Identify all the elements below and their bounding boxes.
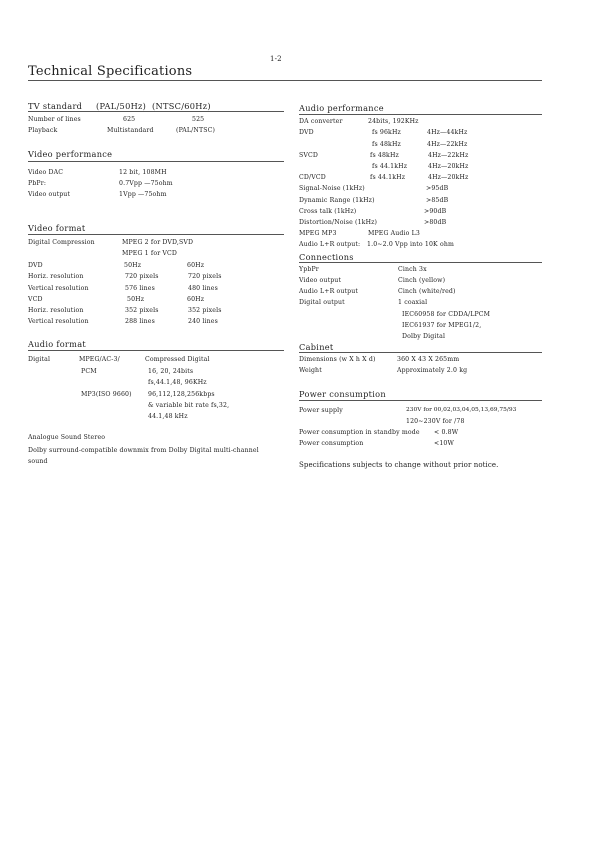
cabinet-heading: Cabinet bbox=[299, 342, 334, 352]
spec-value: IEC61937 for MPEG1/2, bbox=[402, 322, 482, 329]
spec-value: 352 pixels bbox=[125, 307, 159, 314]
spec-value: MPEG Audio L3 bbox=[368, 230, 421, 237]
power-heading: Power consumption bbox=[299, 389, 386, 399]
spec-value: fs 44.1kHz bbox=[370, 174, 406, 181]
video-format-heading: Video format bbox=[28, 223, 86, 233]
connections-heading: Connections bbox=[299, 252, 354, 262]
spec-value: 96,112,128,256kbps bbox=[148, 391, 215, 398]
lines-ntsc-value: 525 bbox=[192, 116, 205, 123]
spec-label: Video DAC bbox=[28, 169, 64, 176]
spec-value: 4Hz—20kHz bbox=[428, 163, 469, 170]
spec-value: >80dB bbox=[424, 219, 447, 226]
spec-value: 60Hz bbox=[187, 296, 205, 303]
spec-value: 4Hz—20kHz bbox=[428, 174, 469, 181]
spec-label: Weight bbox=[299, 367, 322, 374]
tv-pal-header: (PAL/50Hz) bbox=[96, 101, 147, 111]
spec-value: 1Vpp —75ohm bbox=[119, 191, 167, 198]
spec-label: CD/VCD bbox=[299, 174, 326, 181]
spec-value: MPEG 1 for VCD bbox=[122, 250, 178, 257]
spec-value: 12 bit, 108MH bbox=[119, 169, 167, 176]
spec-label: Horiz. resolution bbox=[28, 273, 84, 280]
playback-label: Playback bbox=[28, 127, 58, 134]
tv-ntsc-header: (NTSC/60Hz) bbox=[152, 101, 211, 111]
spec-value: Cinch (white/red) bbox=[398, 288, 456, 295]
spec-value: 44.1,48 kHz bbox=[148, 413, 188, 420]
spec-label: Video output bbox=[299, 277, 342, 284]
spec-value: fs 48kHz bbox=[370, 152, 399, 159]
spec-label: Vertical resolution bbox=[28, 318, 89, 325]
spec-value: MPEG/AC-3/ bbox=[79, 356, 120, 363]
spec-label: PbPr: bbox=[28, 180, 47, 187]
spec-label: MPEG MP3 bbox=[299, 230, 337, 237]
consumption-label: Power consumption bbox=[299, 440, 364, 447]
spec-value: 4Hz—22kHz bbox=[427, 141, 468, 148]
spec-value: 24bits, 192KHz bbox=[368, 118, 419, 125]
spec-value: 1.0~2.0 Vpp into 10K ohm bbox=[367, 241, 454, 248]
tv-standard-divider bbox=[28, 111, 284, 112]
page-number: 1-2 bbox=[270, 55, 282, 63]
spec-value: fs 48kHz bbox=[372, 141, 401, 148]
spec-label: DA converter bbox=[299, 118, 343, 125]
cabinet-divider bbox=[299, 352, 542, 353]
spec-label: Digital Compression bbox=[28, 239, 95, 246]
spec-value: 16, 20, 24bits bbox=[148, 368, 194, 375]
power-divider bbox=[299, 400, 542, 401]
spec-label: Cross talk (1kHz) bbox=[299, 208, 357, 215]
playback-value: Multistandard bbox=[107, 127, 154, 134]
spec-value: >90dB bbox=[424, 208, 447, 215]
audio-performance-divider bbox=[299, 114, 542, 115]
video-performance-divider bbox=[28, 161, 284, 162]
audio-format-heading: Audio format bbox=[28, 339, 86, 349]
spec-value: & variable bit rate fs,32, bbox=[148, 402, 230, 409]
audio-performance-heading: Audio performance bbox=[299, 103, 384, 113]
spec-value: >85dB bbox=[426, 197, 449, 204]
video-performance-heading: Video performance bbox=[28, 149, 113, 159]
lines-pal-value: 625 bbox=[123, 116, 136, 123]
power-supply-value: 230V for 00,02,03,04,05,13,69,75/93 bbox=[406, 407, 517, 413]
spec-label: Dimensions (w X h X d) bbox=[299, 356, 376, 363]
page-title: Technical Specifications bbox=[28, 64, 193, 79]
connections-divider bbox=[299, 262, 542, 263]
footnote: Specifications subjects to change without prior notice. bbox=[299, 461, 499, 469]
spec-label: Horiz. resolution bbox=[28, 307, 84, 314]
spec-label: DVD bbox=[299, 129, 314, 136]
standby-label: Power consumption in standby mode bbox=[299, 429, 420, 436]
spec-value: 240 lines bbox=[188, 318, 218, 325]
spec-value: Approximately 2.0 kg bbox=[397, 367, 468, 374]
spec-value: 4Hz—22kHz bbox=[428, 152, 469, 159]
analogue-sound: Analogue Sound Stereo bbox=[28, 434, 106, 441]
spec-label: DVD bbox=[28, 262, 43, 269]
tv-standard-heading: TV standard bbox=[28, 101, 83, 111]
spec-value: >95dB bbox=[426, 185, 449, 192]
spec-value: Cinch 3x bbox=[398, 266, 427, 273]
spec-label: Dynamic Range (1kHz) bbox=[299, 197, 375, 204]
power-supply-label: Power supply bbox=[299, 407, 343, 414]
dolby-note-cont: sound bbox=[28, 458, 48, 465]
spec-label: Vertical resolution bbox=[28, 285, 89, 292]
spec-value: 0.7Vpp —75ohm bbox=[119, 180, 173, 187]
spec-label: Audio L+R output: bbox=[299, 241, 361, 248]
digital-label: Digital bbox=[28, 356, 51, 363]
spec-value: 352 pixels bbox=[188, 307, 222, 314]
spec-value: IEC60958 for CDDA/LPCM bbox=[402, 311, 491, 318]
power-supply-value-2: 120~230V for /78 bbox=[406, 418, 465, 425]
standby-value: < 0.8W bbox=[434, 429, 459, 436]
spec-label: Audio L+R output bbox=[299, 288, 359, 295]
spec-value: Cinch (yellow) bbox=[398, 277, 446, 284]
spec-value: 50Hz bbox=[124, 262, 142, 269]
spec-value: 576 lines bbox=[125, 285, 155, 292]
spec-label: Video output bbox=[28, 191, 71, 198]
spec-label: Distortion/Noise (1kHz) bbox=[299, 219, 378, 226]
spec-label: Digital output bbox=[299, 299, 345, 306]
spec-label: SVCD bbox=[299, 152, 319, 159]
spec-value: 1 coaxial bbox=[398, 299, 428, 306]
spec-value: Compressed Digital bbox=[145, 356, 210, 363]
spec-value: 288 lines bbox=[125, 318, 155, 325]
consumption-value: <10W bbox=[434, 440, 455, 447]
spec-value: 480 lines bbox=[188, 285, 218, 292]
spec-value: 4Hz—44kHz bbox=[427, 129, 468, 136]
lines-label: Number of lines bbox=[28, 116, 81, 123]
audio-format-divider bbox=[28, 350, 284, 351]
spec-value: 360 X 43 X 265mm bbox=[397, 356, 460, 363]
spec-value: 60Hz bbox=[187, 262, 205, 269]
spec-value: 720 pixels bbox=[188, 273, 222, 280]
playback-value-2: (PAL/NTSC) bbox=[176, 127, 216, 134]
spec-label: YpbPr bbox=[299, 266, 319, 273]
spec-label: Signal-Noise (1kHz) bbox=[299, 185, 365, 192]
title-divider bbox=[28, 80, 542, 81]
spec-value: fs 44.1kHz bbox=[372, 163, 408, 170]
spec-value: 50Hz bbox=[127, 296, 145, 303]
spec-value: PCM bbox=[81, 368, 97, 375]
spec-value: Dolby Digital bbox=[402, 333, 446, 340]
spec-value: fs 96kHz bbox=[372, 129, 401, 136]
video-format-divider bbox=[28, 234, 284, 235]
spec-value: MP3(ISO 9660) bbox=[81, 391, 132, 398]
spec-value: 720 pixels bbox=[125, 273, 159, 280]
spec-value: fs,44.1,48, 96KHz bbox=[148, 379, 207, 386]
spec-value: MPEG 2 for DVD,SVD bbox=[122, 239, 194, 246]
dolby-note: Dolby surround-compatible downmix from Dolby Digital multi-channel bbox=[28, 447, 259, 454]
spec-label: VCD bbox=[28, 296, 43, 303]
